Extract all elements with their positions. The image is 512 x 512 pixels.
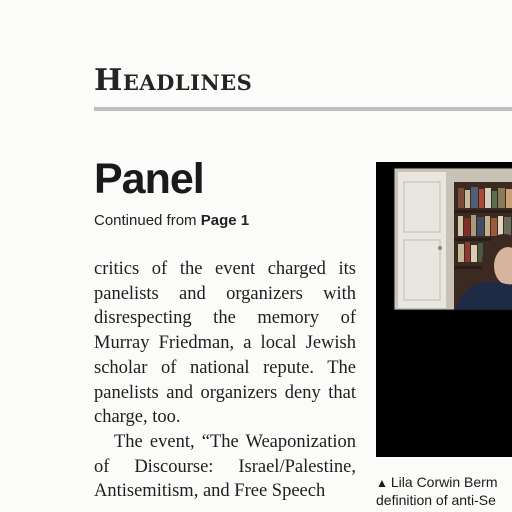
caption-triangle-icon: ▲ bbox=[376, 476, 388, 490]
caption-line-2: definition of anti-Se bbox=[376, 492, 496, 508]
article-body bbox=[94, 257, 356, 504]
section-title: Headlines bbox=[94, 63, 253, 98]
photo-caption bbox=[376, 474, 512, 509]
door-knob bbox=[438, 246, 442, 250]
video-name-label: Lila Corwin Berman bbox=[395, 303, 439, 309]
continued-line bbox=[94, 212, 249, 229]
continued-page-link[interactable]: Page 1 bbox=[200, 212, 250, 229]
body-paragraph: critics of the event charged its panelists and organizers with disrespecting the memory of Murray Friedman, a local Jewish scholar of national repute. The panelists and organizers deny that charge, too. bbox=[94, 259, 356, 428]
continued-prefix: Continued from bbox=[94, 212, 197, 229]
article-headline: Panel bbox=[94, 155, 204, 203]
body-paragraph: The event, “The Weaponization of Discourse: Israel/Palestine, Antisemitism, and Free Speech bbox=[94, 431, 356, 502]
caption-line-1: Lila Corwin Berm bbox=[390, 474, 498, 490]
section-rule bbox=[94, 107, 512, 111]
article-photo bbox=[376, 162, 512, 457]
video-call-still bbox=[376, 162, 512, 457]
